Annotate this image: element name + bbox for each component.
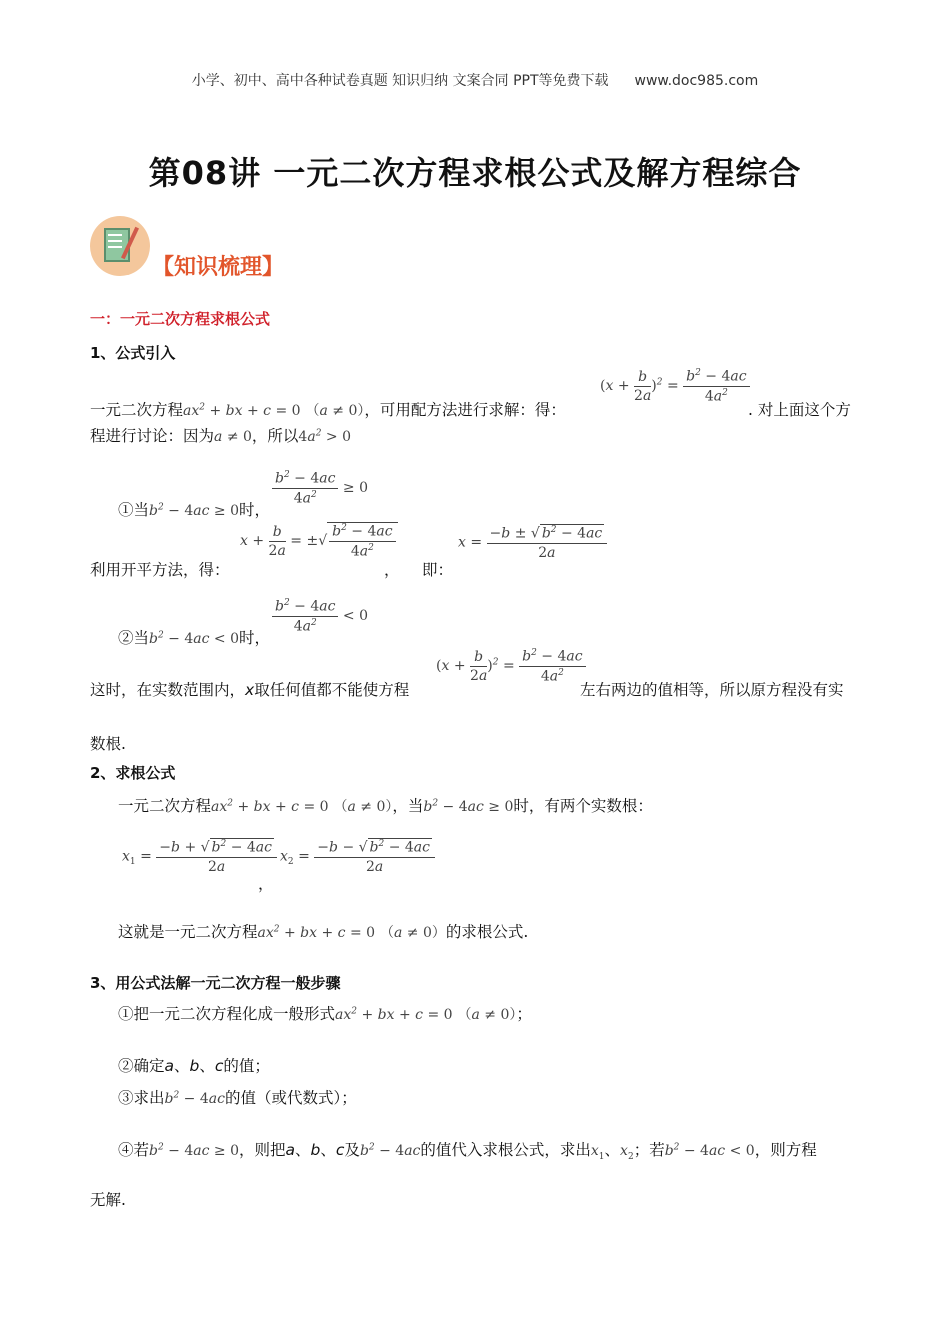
text: ④若 <box>118 1141 150 1159</box>
text: ， <box>258 875 274 893</box>
variable-x: x <box>245 681 255 699</box>
text: 、 <box>320 1141 336 1159</box>
text: 、 <box>295 1141 311 1159</box>
text: 、 <box>174 1057 190 1075</box>
variable-a: a <box>285 1141 296 1159</box>
text: 取任何值都不能使方程 <box>254 681 410 699</box>
subheading-3: 3、用公式法解一元二次方程一般步骤 <box>90 974 341 992</box>
text: ；若 <box>633 1141 665 1159</box>
header-site-link[interactable]: www.doc985.com <box>634 73 759 89</box>
text: ②当 <box>118 629 150 647</box>
text: 的值（或代数式）； <box>224 1089 357 1107</box>
formula-discriminant-neg: $b^2 - 4ac < 0$ <box>664 1142 755 1159</box>
text: ； <box>516 1005 532 1023</box>
text: ， <box>384 561 400 579</box>
case-2-line <box>118 626 270 648</box>
formula-root-x1: $x_1$ = $\frac{-b + √ b^2 - 4ac}{2a}$ <box>122 838 277 875</box>
case-1-line <box>118 498 270 520</box>
variable-b: b <box>310 1141 321 1159</box>
text: 这时，在实数范围内， <box>90 681 246 699</box>
variable-b: b <box>189 1057 200 1075</box>
formula-fraction-neg: $\frac{b^2 - 4ac}{4a^2}$ < 0 <box>272 598 368 634</box>
formula-equation: $ax^2$ + bx + c = 0 <box>257 924 376 941</box>
formula-equation: $ax^2$ + bx + c = 0 <box>183 402 301 419</box>
formula-discriminant-neg: $b^2 - 4ac < 0$ <box>149 630 239 647</box>
subheading-2: 2、求根公式 <box>90 764 176 782</box>
text: 这就是一元二次方程 <box>118 923 258 941</box>
paragraph-intro-line1 <box>90 398 566 420</box>
formula-equation: $ax^2$ + bx + c = 0 <box>335 1006 453 1023</box>
text: 、 <box>199 1057 215 1075</box>
step-4 <box>118 1138 817 1162</box>
knowledge-badge-label: 【知识梳理】 <box>152 255 285 280</box>
formula-condition: （a ≠ 0） <box>333 799 393 815</box>
formula-x1: $x_1$ <box>590 1143 605 1162</box>
text: ，当 <box>392 797 424 815</box>
formula-completed-square-2: (x + $\frac{b}{2a}$ )$^2$ = $\frac{b^2 - 4ac}{4a^2}$ <box>436 648 586 684</box>
text: ，可用配方法进行求解：得： <box>364 401 566 419</box>
formula-fraction-nonneg: $\frac{b^2 - 4ac}{4a^2}$ ≥ 0 <box>272 470 368 506</box>
formula-root-x: x = $\frac{-b \pm √ b^2 - 4ac}{2a}$ <box>458 524 607 561</box>
paragraph-intro-line2 <box>90 424 351 446</box>
text: 时， <box>239 629 271 647</box>
formula-root-x2: $x_2$ = $\frac{-b - √ b^2 - 4ac}{2a}$ <box>280 838 435 875</box>
text: 时， <box>239 501 271 519</box>
paragraph-formula-conclusion <box>118 920 528 942</box>
text: 即： <box>422 561 454 579</box>
formula-discriminant-nonneg: $b^2 - 4ac \ge 0$ <box>423 798 514 815</box>
paragraph-no-root <box>90 678 409 700</box>
formula-x2: $x_2$ <box>620 1143 634 1162</box>
text: 数根. <box>90 735 126 753</box>
section-heading: 一：一元二次方程求根公式 <box>90 310 271 328</box>
text: . 对上面这个方 <box>748 401 851 419</box>
formula-condition: （a ≠ 0） <box>379 925 446 941</box>
formula-4a2-positive: $4a^2 > 0$ <box>298 428 351 445</box>
text: ③求出 <box>118 1089 165 1107</box>
formula-discriminant-nonneg: $b^2 - 4ac \ge 0$ <box>149 1142 239 1159</box>
page-title: 第08讲 一元二次方程求根公式及解方程综合 <box>148 154 802 192</box>
text: 时，有两个实数根： <box>513 797 653 815</box>
variable-c: c <box>214 1057 224 1075</box>
text: ，所以 <box>251 427 299 445</box>
formula-sqrt-root: x + $\frac{b}{2a}$ = ±√ $\frac{b^2 - 4ac}{4a^2}$ <box>240 522 398 559</box>
text: ，则把 <box>239 1141 286 1159</box>
text: 的求根公式. <box>445 923 529 941</box>
variable-c: c <box>335 1141 345 1159</box>
formula-condition: （a ≠ 0） <box>305 403 365 419</box>
text: ①把一元二次方程化成一般形式 <box>118 1005 336 1023</box>
paragraph-formula-intro <box>118 794 653 816</box>
page-header <box>0 70 950 90</box>
text: ，则方程 <box>754 1141 817 1159</box>
knowledge-book-icon <box>90 216 150 276</box>
step-1 <box>118 1002 532 1024</box>
step-3 <box>118 1086 357 1108</box>
text: 一元二次方程 <box>118 797 212 815</box>
text: ②确定 <box>118 1057 165 1075</box>
formula-condition: （a ≠ 0） <box>457 1007 517 1023</box>
text: 程进行讨论：因为 <box>90 427 215 445</box>
text: 的值代入求根公式，求出 <box>420 1141 591 1159</box>
variable-a: a <box>164 1057 175 1075</box>
text: 利用开平方法，得： <box>90 561 230 579</box>
text: 无解. <box>90 1191 126 1209</box>
text: 左右两边的值相等，所以原方程没有实 <box>580 681 844 699</box>
formula-completed-square: (x + $\frac{b}{2a}$ )$^2$ = $\frac{b^2 - 4ac}{4a^2}$ <box>600 368 750 404</box>
text: 及 <box>344 1141 360 1159</box>
text: 、 <box>604 1141 621 1159</box>
text: ①当 <box>118 501 150 519</box>
subheading-1: 1、公式引入 <box>90 344 176 362</box>
text: 一元二次方程 <box>90 401 184 419</box>
formula-discriminant-nonneg: $b^2 - 4ac \ge 0$ <box>149 502 239 519</box>
text: 的值； <box>223 1057 270 1075</box>
header-text: 小学、初中、高中各种试卷真题 知识归纳 文案合同 PPT等免费下载 <box>191 73 609 89</box>
formula-discriminant: $b^2 - 4ac$ <box>359 1142 421 1159</box>
formula-equation: $ax^2$ + bx + c = 0 <box>211 798 329 815</box>
formula-discriminant: $b^2 - 4ac$ <box>164 1090 225 1107</box>
step-2 <box>118 1054 270 1076</box>
formula-a-nonzero: a ≠ 0 <box>214 429 252 445</box>
